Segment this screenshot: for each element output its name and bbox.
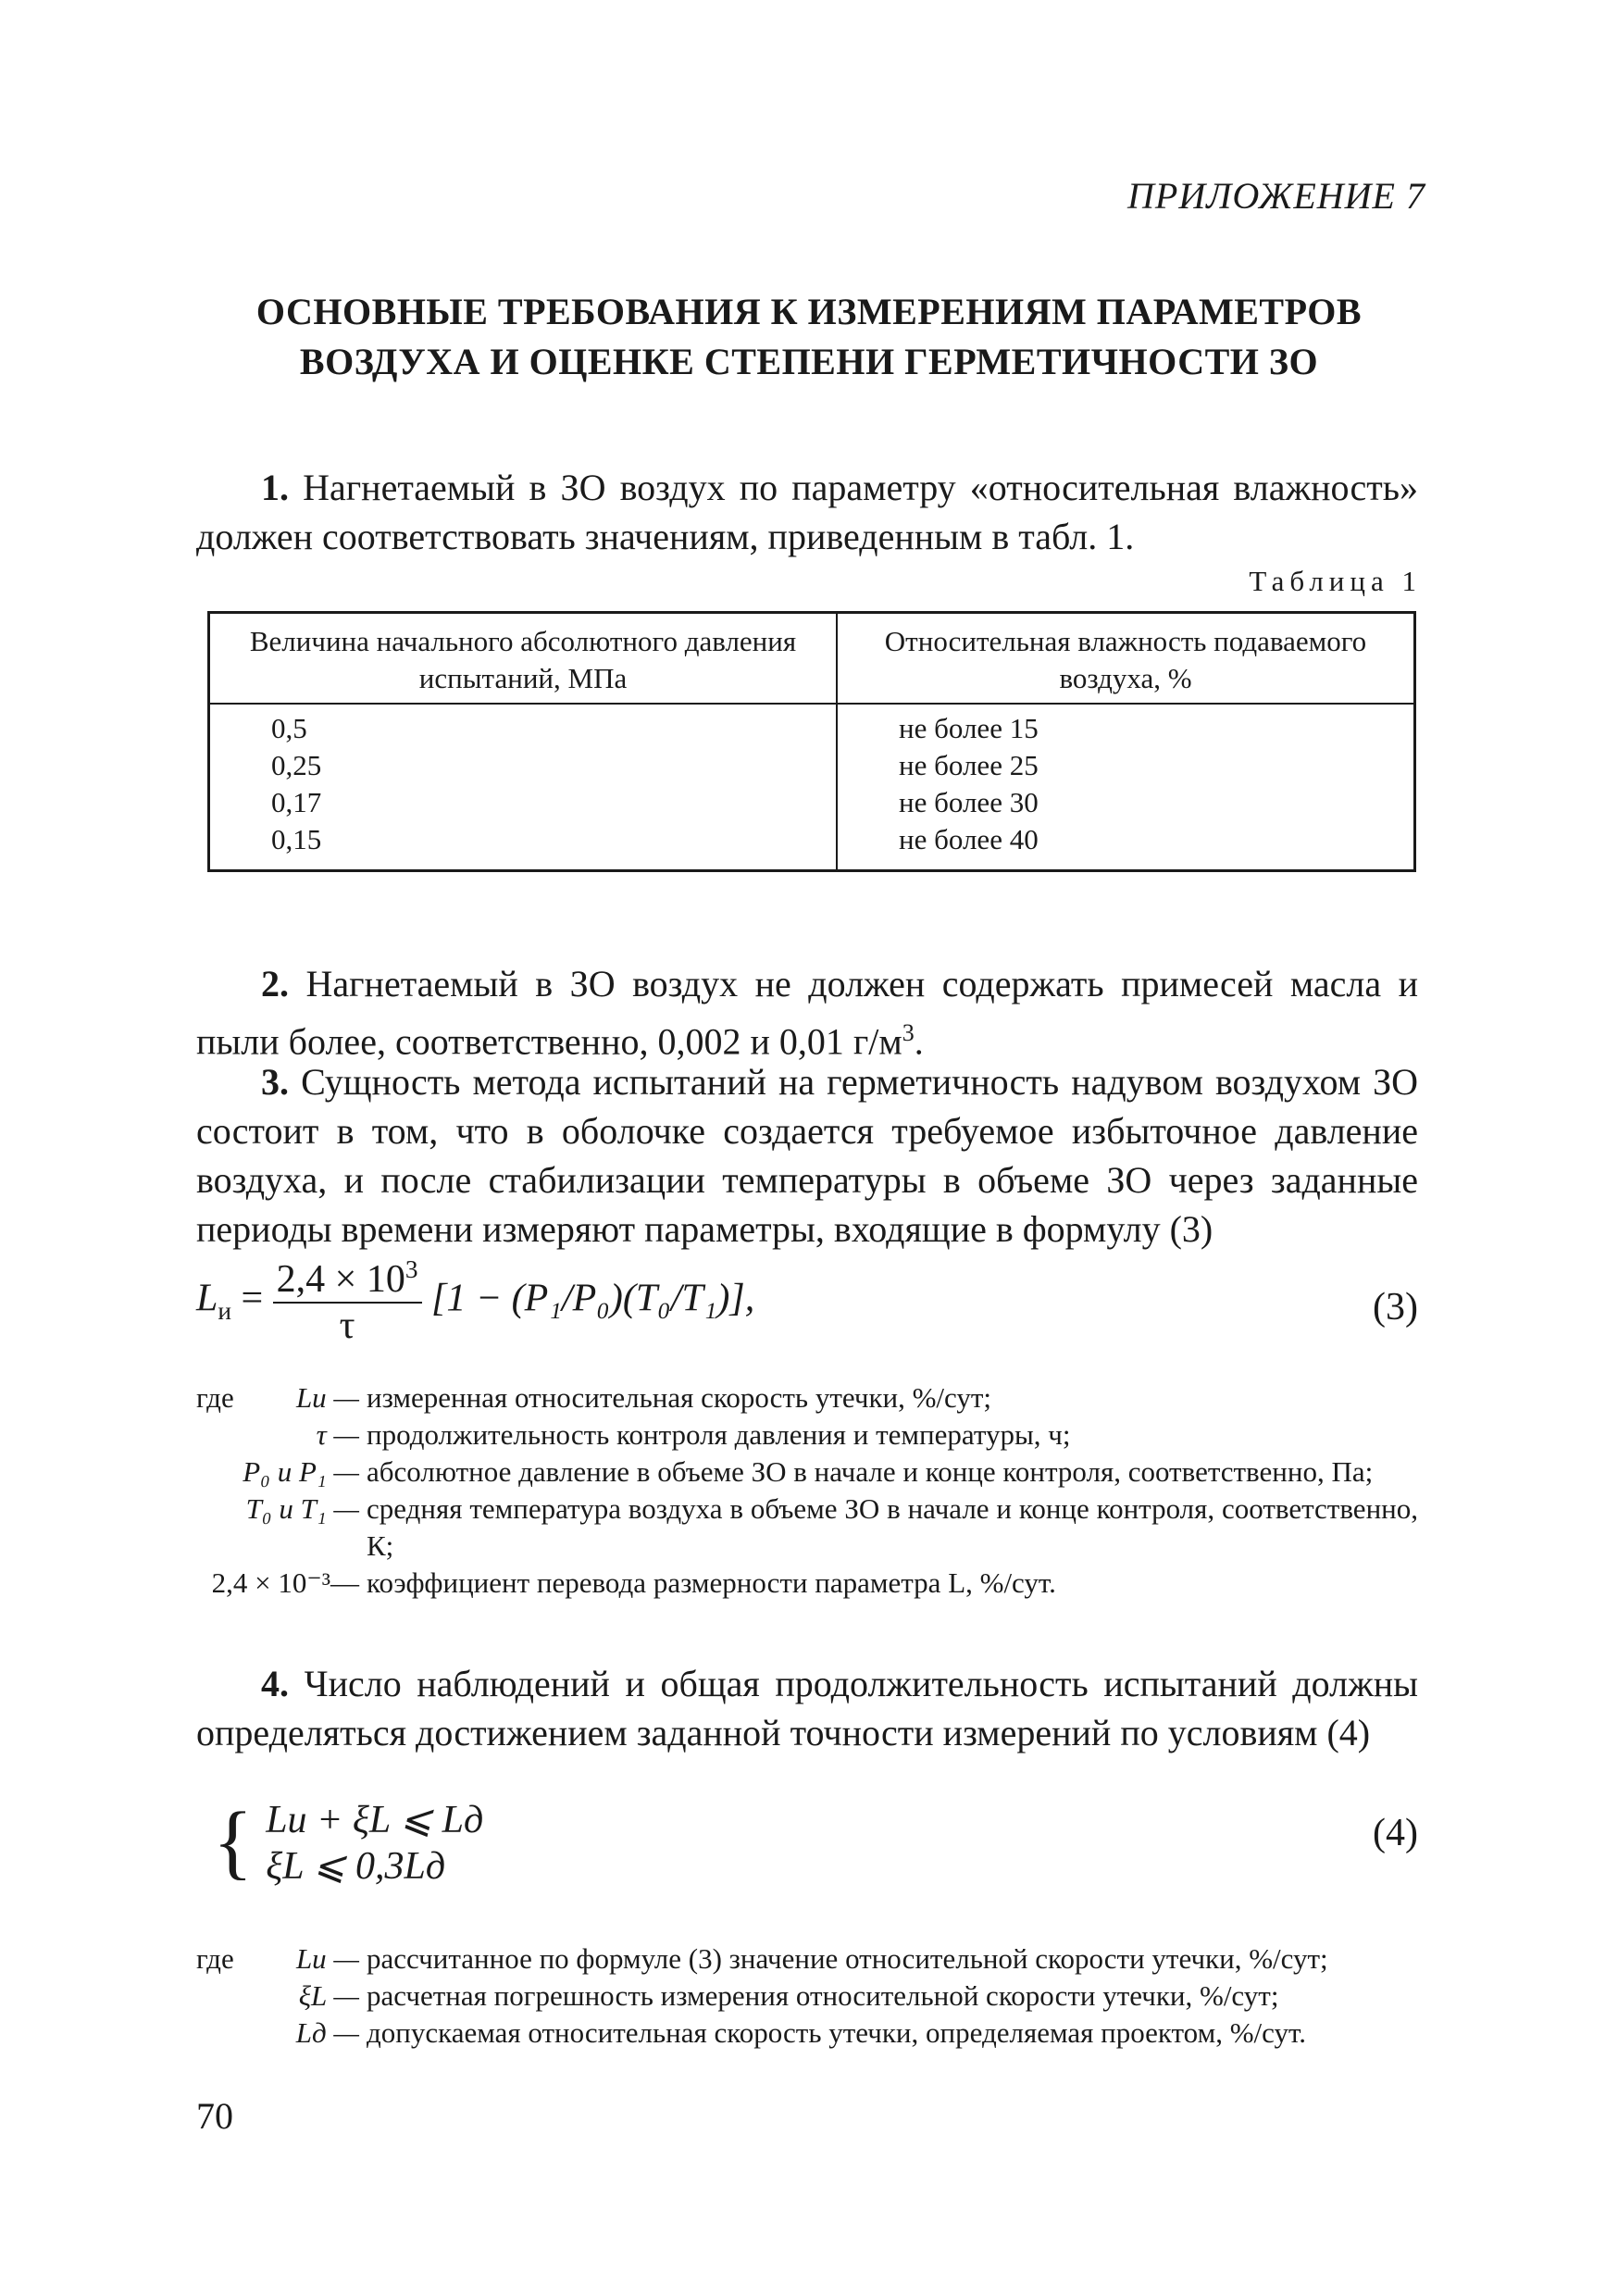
legend-row: [196, 1491, 1418, 1565]
table-cell-humidity: не более 15: [899, 712, 1039, 744]
legend-description: средняя температура воздуха в объеме ЗО в начале и конце контроля, соответственно, К;: [367, 1492, 1418, 1562]
formula-3-legend: [196, 1379, 1418, 1602]
table-cell-pressure: 0,15: [271, 823, 322, 855]
section-4: [196, 1659, 1418, 1757]
section-4-number: 4.: [261, 1663, 289, 1704]
section-3: [196, 1057, 1418, 1254]
table-cell-pressure: 0,25: [271, 749, 322, 781]
humidity-table: [207, 611, 1416, 872]
formula-4-line-2: ξL ⩽ 0,3Lд: [266, 1845, 446, 1888]
legend-row: [196, 1379, 1418, 1416]
section-4-text: Число наблюдений и общая продолжительность испытаний должны определяться достижением заданной точности измерений по условиям (4): [196, 1663, 1418, 1753]
table-cell-humidity: не более 30: [899, 786, 1039, 818]
section-3-text: Сущность метода испытаний на герметичность надувом воздухом ЗО состоит в том, что в оболочке создается требуемое избыточное давление воздуха, и после стабилизации температуры в объеме ЗО через заданные периоды времени измеряют параметры, входящие в формулу (3): [196, 1061, 1418, 1250]
legend-symbol: T₀ и T₁ —: [245, 1492, 359, 1525]
section-2: [196, 959, 1418, 1066]
legend-description: продолжительность контроля давления и температуры, ч;: [367, 1418, 1071, 1451]
formula-3-lhs: L: [196, 1277, 218, 1320]
formula-3-number: (3): [1373, 1286, 1418, 1329]
formula-3-fraction: [273, 1255, 422, 1348]
table-caption: Таблица 1: [1249, 565, 1422, 597]
table-header-row: [209, 613, 1415, 705]
legend-symbol: ξL —: [298, 1979, 359, 2012]
legend-symbol: [196, 1379, 367, 1416]
formula-4-line-1: Lи + ξL ⩽ Lд: [266, 1799, 484, 1841]
legend-symbol: Lд —: [295, 2016, 359, 2049]
formula-4-system: [196, 1796, 1418, 1889]
title-line-1: ОСНОВНЫЕ ТРЕБОВАНИЯ К ИЗМЕРЕНИЯМ ПАРАМЕТРОВ: [255, 291, 1363, 332]
legend-row: [196, 2015, 1418, 2052]
title-line-2: ВОЗДУХА И ОЦЕНКЕ СТЕПЕНИ ГЕРМЕТИЧНОСТИ ЗО: [299, 341, 1319, 382]
formula-3-numerator-text: 2,4 × 10: [276, 1258, 405, 1301]
table-cell-humidity: не более 40: [899, 823, 1039, 855]
formula-3-bracket: [1 − (P₁/P₀)(T₀/T₁)],: [431, 1277, 755, 1320]
legend-symbol: 2,4 × 10⁻³—: [211, 1566, 359, 1599]
table-cell-pressure: 0,5: [271, 712, 307, 744]
table-humidity-column: [837, 704, 1415, 871]
table-header-humidity: Относительная влажность подаваемого воздуха, %: [837, 613, 1415, 705]
section-2-end: .: [914, 1020, 924, 1063]
formula-3: $L_и$ = $\frac{2,4 \times 10^3}{\tau}$ [1 − (P₁/P₀)(T₀/T₁)], (3): [196, 1255, 1418, 1347]
appendix-label: ПРИЛОЖЕНИЕ 7: [1127, 175, 1425, 217]
legend-symbol: P₀ и P₁ —: [243, 1455, 359, 1488]
legend-symbol: [196, 1940, 367, 1978]
section-1-number: 1.: [261, 467, 289, 508]
legend-intro: где: [196, 1942, 234, 1975]
legend-row: [196, 1565, 1418, 1602]
section-2-text: Нагнетаемый в ЗО воздух не должен содержать примесей масла и пыли более, соответственно, 0,002 и 0,01 г/м: [196, 963, 1419, 1063]
table-pressure-column: [209, 704, 838, 871]
brace-icon: {: [213, 1796, 254, 1888]
page-title: [0, 287, 1618, 387]
table-header-pressure: Величина начального абсолютного давления испытаний, МПа: [209, 613, 838, 705]
legend-symbol-text: Lи —: [295, 1942, 359, 1975]
formula-4-lines: [266, 1796, 483, 1889]
page-number: 70: [196, 2095, 233, 2137]
formula-3-numerator: [273, 1255, 422, 1304]
legend-description: рассчитанное по формуле (3) значение относительной скорости утечки, %/сут;: [367, 1942, 1328, 1975]
table-cell-humidity: не более 25: [899, 749, 1039, 781]
formula-3-denominator: τ: [339, 1304, 355, 1347]
legend-symbol: τ —: [316, 1418, 359, 1451]
section-1: [196, 463, 1418, 561]
formula-3-numerator-sup: 3: [404, 1255, 418, 1283]
legend-description: измеренная относительная скорость утечки, %/сут;: [367, 1381, 992, 1414]
formula-3-lhs-sub: и: [218, 1297, 231, 1326]
legend-description: допускаемая относительная скорость утечки, определяемая проектом, %/сут.: [367, 2016, 1306, 2049]
formula-4: [196, 1796, 1418, 1889]
table-cell-pressure: 0,17: [271, 786, 322, 818]
legend-intro: где: [196, 1381, 234, 1414]
legend-description: расчетная погрешность измерения относительной скорости утечки, %/сут;: [367, 1979, 1279, 2012]
legend-row: [196, 1454, 1418, 1491]
formula-4-number: (4): [1373, 1812, 1418, 1854]
formula-4-legend: [196, 1940, 1418, 2052]
section-2-number: 2.: [261, 963, 289, 1004]
legend-row: [196, 1978, 1418, 2015]
legend-description: коэффициент перевода размерности параметра L, %/сут.: [367, 1566, 1056, 1599]
legend-description: абсолютное давление в объеме ЗО в начале и конце контроля, соответственно, Па;: [367, 1455, 1374, 1488]
section-1-text: Нагнетаемый в ЗО воздух по параметру «относительная влажность» должен соответствовать значениям, приведенным в табл. 1.: [196, 467, 1419, 557]
legend-row: [196, 1416, 1418, 1454]
section-2-superscript: 3: [902, 1019, 915, 1046]
table-body-row: [209, 704, 1415, 871]
legend-symbol-text: Lи —: [295, 1381, 359, 1414]
section-3-number: 3.: [261, 1061, 289, 1103]
legend-row: [196, 1940, 1418, 1978]
